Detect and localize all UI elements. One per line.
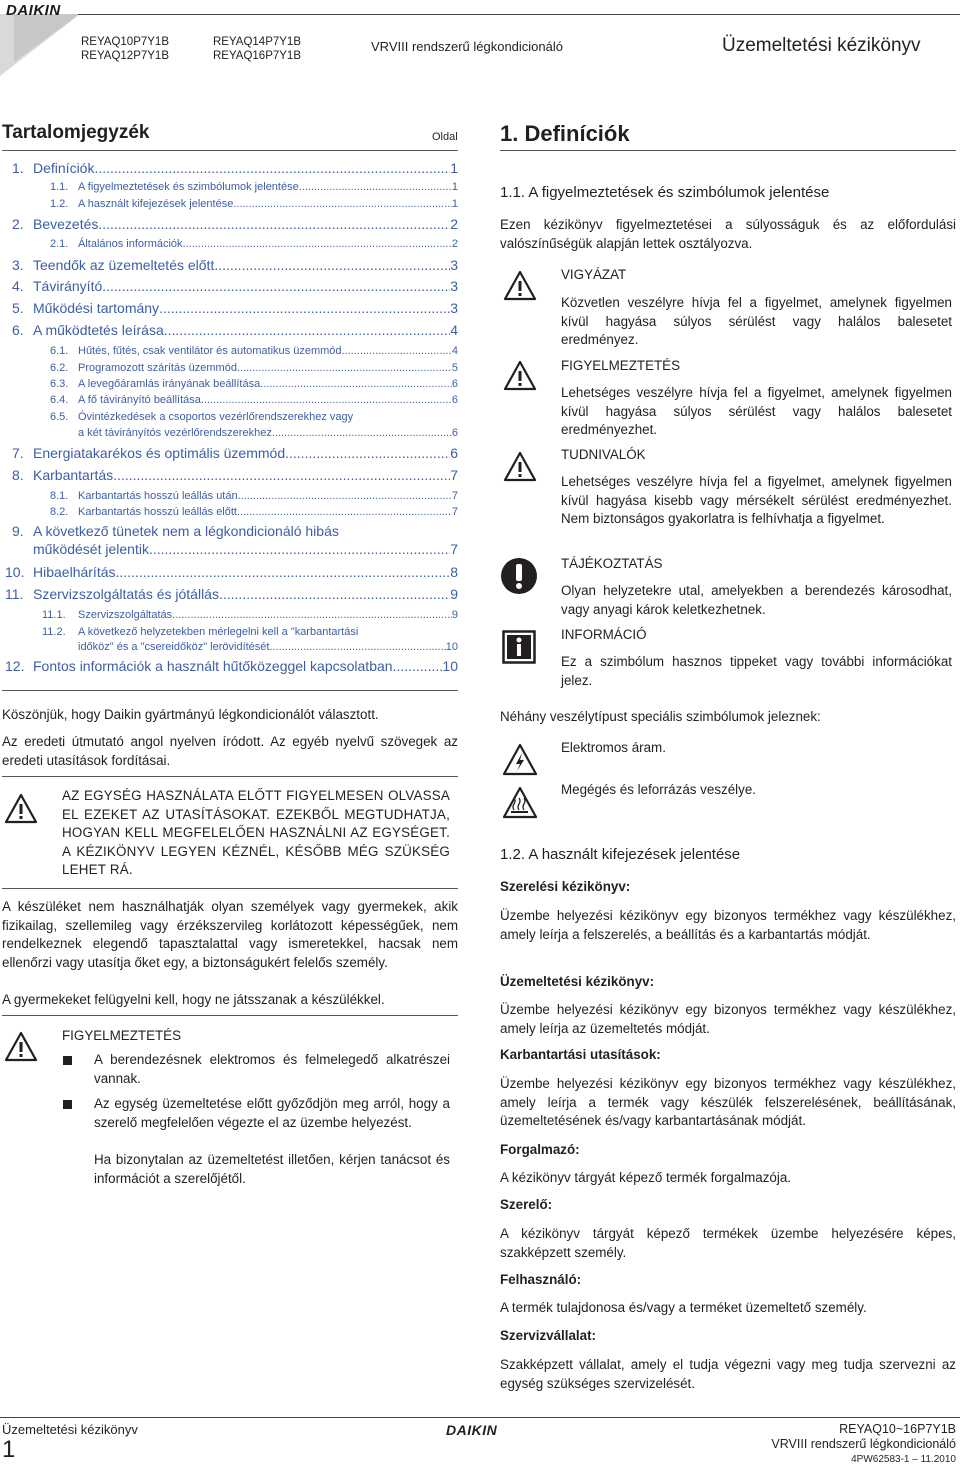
toc-bottom-rule xyxy=(2,690,458,691)
warning-title: FIGYELMEZTETÉS xyxy=(62,1028,182,1043)
symbol-title: TÁJÉKOZTATÁS xyxy=(561,556,663,571)
toc-num: 11.1. xyxy=(42,609,66,621)
toc-text: működését jelentik xyxy=(33,541,149,557)
toc-text: A használt kifejezések jelentése xyxy=(78,198,234,210)
section-heading: 1. Definíciók xyxy=(500,121,630,146)
toc-text: Szervizszolgáltatás és jótállás xyxy=(33,586,219,602)
toc-entry[interactable] xyxy=(50,506,458,518)
toc-text: Távirányító xyxy=(33,278,103,294)
term-definition: A termék tulajdonosa és/vagy a terméket üzemeltető személy. xyxy=(500,1300,867,1315)
footer-product: VRVIII rendszerű légkondicionáló xyxy=(771,1437,956,1451)
original-language-note: Az eredeti útmutató angol nyelven íródott. Az egyéb nyelvű szövegek az eredeti utasítások fordításai. xyxy=(2,734,458,768)
toc-entry[interactable] xyxy=(5,658,458,674)
symbol-title: TUDNIVALÓK xyxy=(561,447,646,462)
electric-hazard-text: Elektromos áram. xyxy=(561,740,666,755)
toc-text: A fő távirányító beállítása xyxy=(78,394,201,406)
toc-page: 4 xyxy=(451,345,458,357)
toc-num: 12. xyxy=(5,658,25,674)
toc-entry[interactable] xyxy=(12,322,458,338)
toc-text: A következő tünetek nem a légkondicionáló hibás xyxy=(33,523,339,539)
header-doc-type: Üzemeltetési kézikönyv xyxy=(722,35,921,56)
toc-num: 8. xyxy=(12,467,24,483)
toc-page: 8 xyxy=(450,564,458,580)
toc-num: 4. xyxy=(12,278,24,294)
toc-entry[interactable] xyxy=(12,523,339,539)
toc-text: Karbantartás xyxy=(33,467,114,483)
toc-text: időköz" és a "csereidőköz" lerövidítését xyxy=(78,641,270,653)
toc-page: 7 xyxy=(450,541,458,557)
toc-text: Programozott szárítás üzemmód xyxy=(78,362,237,374)
toc-text: Hűtés, fűtés, csak ventilátor és automatikus üzemmód xyxy=(78,345,342,357)
toc-num: 3. xyxy=(12,257,24,273)
toc-num: 1. xyxy=(12,160,24,176)
toc-page: 9 xyxy=(451,609,458,621)
footer-rule xyxy=(0,1417,960,1418)
toc-page: 3 xyxy=(450,300,458,316)
model-list-1 xyxy=(81,35,169,63)
toc-entry[interactable] xyxy=(50,362,458,374)
toc-num: 6.4. xyxy=(50,394,69,406)
toc-num: 7. xyxy=(12,445,24,461)
toc-page: 7 xyxy=(451,490,458,502)
symbol-text: Lehetséges veszélyre hívja fel a figyelmet, amelynek figyelmen kívül hagyása súlyos sérülést vagy halálos balesetet eredményezhet. xyxy=(561,385,952,438)
toc-page: 7 xyxy=(451,506,458,518)
thanks-text: Köszönjük, hogy Daikin gyártmányú légkondicionálót választott. xyxy=(2,707,379,722)
toc-text: A következő helyzetekben mérlegelni kell a "karbantartási xyxy=(78,626,359,638)
toc-page: 10 xyxy=(442,658,458,674)
model-code: REYAQ14P7Y1B xyxy=(213,36,302,48)
bullet-text: A berendezésnek elektromos és felmelegedő alkatrészei vannak. xyxy=(94,1052,450,1086)
term-definition: Üzembe helyezési kézikönyv egy bizonyos termékhez vagy készülékhez, amely leírja a termék vagy készülék felszerelésének, beállításának, üzemeltetésének és/vagy karbantartásának módját. xyxy=(500,1076,956,1129)
warning-triangle-icon xyxy=(4,1031,38,1063)
model-code: REYAQ16P7Y1B xyxy=(213,50,302,62)
symbol-title: INFORMÁCIÓ xyxy=(561,627,647,642)
toc-page: 2 xyxy=(450,216,458,232)
toc-num: 2. xyxy=(12,216,24,232)
toc-page: 6 xyxy=(451,394,458,406)
divider xyxy=(2,888,458,889)
toc-num: 1.1. xyxy=(50,181,69,193)
symbols-intro: Ezen kézikönyv figyelmeztetései a súlyosságuk és az előfordulási valószínűségük alapján lettek osztályozva. xyxy=(500,217,956,251)
toc-num: 8.1. xyxy=(50,490,69,502)
term-label: Szervizvállalat: xyxy=(500,1328,597,1343)
toc-entry[interactable] xyxy=(12,216,458,232)
toc-page: 6 xyxy=(451,378,458,390)
term-definition: A kézikönyv tárgyát képező termék forgalmazója. xyxy=(500,1170,792,1185)
toc-num: 10. xyxy=(5,564,25,580)
toc-entry-continued[interactable] xyxy=(33,541,458,557)
warning-triangle-icon xyxy=(503,270,537,302)
toc-entry[interactable] xyxy=(12,467,458,483)
toc-page: 9 xyxy=(450,586,458,602)
daikin-logo: DAIKIN xyxy=(6,2,61,19)
toc-page: 4 xyxy=(450,322,458,338)
toc-entry[interactable] xyxy=(12,278,458,294)
toc-text: Bevezetés xyxy=(33,216,99,232)
term-label: Felhasználó: xyxy=(500,1272,582,1287)
symbol-title: VIGYÁZAT xyxy=(561,267,627,282)
toc-text: A működtetés leírása xyxy=(33,322,164,338)
toc-entry[interactable] xyxy=(50,238,458,250)
toc-page: 1 xyxy=(451,181,458,193)
toc-num: 9. xyxy=(12,523,24,539)
page-number: 1 xyxy=(2,1436,16,1463)
children-paragraph: A készüléket nem használhatják olyan személyek vagy gyermekek, akik fizikailag, szellemileg vagy érzékszervileg korlátozott képességűek, nem rendelkeznek elegendő tapasztalattal vagy ismeretekkel, hacsak nem ellenőrzi vagy utasítja őket egy, a biztonságukért felelős személy. xyxy=(2,899,458,970)
toc-text: Szervizszolgáltatás xyxy=(78,609,173,621)
term-definition: Üzembe helyezési kézikönyv egy bizonyos termékhez vagy készülékhez, amely leírja az üzemeltetés módját. xyxy=(500,1002,956,1036)
toc-num: 2.1. xyxy=(50,238,69,250)
header-rule xyxy=(78,14,960,15)
toc-page: 7 xyxy=(450,467,458,483)
symbol-text: Lehetséges veszélyre hívja fel a figyelmet, amelynek figyelmen kívül hagyása kisebb vagy mérsékelt sérülést eredményezhet. Nem biztonságos gyakorlatra is felhívhatja a figyelmet. xyxy=(561,474,952,527)
footer-model: REYAQ10~16P7Y1B xyxy=(839,1422,956,1436)
warning-triangle-icon xyxy=(4,793,38,825)
toc-entry[interactable] xyxy=(50,490,458,502)
symbol-text: Ez a szimbólum hasznos tippeket vagy további információkat jelez. xyxy=(561,654,952,688)
footer-daikin-logo: DAIKIN xyxy=(446,1422,498,1438)
toc-page: 6 xyxy=(451,427,458,439)
bullet-text: Ha bizonytalan az üzemeltetést illetően, kérjen tanácsot és információt a szerelőjétől. xyxy=(94,1152,450,1186)
hot-surface-icon xyxy=(502,786,538,820)
toc-num: 11.2. xyxy=(42,626,66,638)
symbol-text: Olyan helyzetekre utal, amelyekben a berendezés károsodhat, vagy anyagi károk keletkezhetnek. xyxy=(561,583,952,617)
toc-num: 6.5. xyxy=(50,411,69,423)
toc-page: 1 xyxy=(451,198,458,210)
toc-entry[interactable] xyxy=(12,445,458,461)
footer-code: 4PW62583-1 – 11.2010 xyxy=(851,1454,956,1465)
symbol-text: Közvetlen veszélyre hívja fel a figyelmet, amelynek figyelmen kívül hagyása súlyos sérülést vagy halálos balesetet eredményez. xyxy=(561,295,952,348)
section-rule xyxy=(500,150,956,151)
toc-entry[interactable] xyxy=(50,378,458,390)
exclamation-circle-icon xyxy=(500,557,538,595)
toc-entry[interactable] xyxy=(5,586,458,602)
bullet-square xyxy=(63,1100,72,1109)
toc-page: 3 xyxy=(450,278,458,294)
warning-triangle-icon xyxy=(503,451,537,483)
toc-text: A levegőáramlás irányának beállítása xyxy=(78,378,261,390)
toc-page: 5 xyxy=(451,362,458,374)
children-supervision: A gyermekeket felügyelni kell, hogy ne játsszanak a készülékkel. xyxy=(2,992,385,1007)
toc-num: 5. xyxy=(12,300,24,316)
divider xyxy=(2,1015,458,1016)
term-label: Forgalmazó: xyxy=(500,1142,580,1157)
model-code: REYAQ12P7Y1B xyxy=(81,50,170,62)
toc-num: 6.3. xyxy=(50,378,69,390)
warning-triangle-icon xyxy=(503,360,537,392)
toc-text: a két távirányítós vezérlőrendszerekhez xyxy=(78,427,272,439)
term-label: Karbantartási utasítások: xyxy=(500,1047,661,1062)
toc-page: 2 xyxy=(451,238,458,250)
model-code: REYAQ10P7Y1B xyxy=(81,36,170,48)
toc-entry[interactable] xyxy=(50,181,458,193)
footer-model-info xyxy=(700,1422,956,1467)
term-definition: A kézikönyv tárgyát képező termékek üzembe helyezésére képes, szakképzett személy. xyxy=(500,1226,956,1260)
bullet-text: Az egység üzemeltetése előtt győződjön meg arról, hogy a szerelő megfelelően végezte el az üzembe helyezést. xyxy=(94,1096,450,1130)
electric-hazard-icon xyxy=(502,743,538,777)
toc-entry[interactable] xyxy=(12,257,458,273)
toc-entry[interactable] xyxy=(5,564,458,580)
header-product: VRVIII rendszerű légkondicionáló xyxy=(371,39,563,54)
toc-entry[interactable] xyxy=(12,160,458,176)
toc-rule xyxy=(2,150,458,151)
toc-entry[interactable] xyxy=(42,609,458,621)
toc-entry[interactable] xyxy=(12,300,458,316)
toc-page-column-label: Oldal xyxy=(432,131,458,143)
toc-page: 10 xyxy=(445,641,458,653)
info-icon xyxy=(502,630,536,664)
toc-text: Karbantartás hosszú leállás után xyxy=(78,490,238,502)
toc-num: 8.2. xyxy=(50,506,69,518)
toc-title: Tartalomjegyzék xyxy=(2,122,150,143)
toc-text: A figyelmeztetések és szimbólumok jelentése xyxy=(78,181,299,193)
term-label: Szerelési kézikönyv: xyxy=(500,879,631,894)
term-label: Üzemeltetési kézikönyv: xyxy=(500,974,655,989)
toc-text: Fontos információk a használt hűtőközeggel kapcsolatban xyxy=(33,658,393,674)
toc-page: 1 xyxy=(450,160,458,176)
toc-entry[interactable] xyxy=(42,626,358,638)
toc-text: Karbantartás hosszú leállás előtt xyxy=(78,506,237,518)
divider xyxy=(2,776,458,777)
toc-text: Teendők az üzemeltetés előtt xyxy=(33,257,215,273)
toc-num: 1.2. xyxy=(50,198,69,210)
toc-entry[interactable] xyxy=(50,394,458,406)
toc-entry[interactable] xyxy=(50,198,458,210)
toc-text: Definíciók xyxy=(33,160,95,176)
term-definition: Szakképzett vállalat, amely el tudja végezni vagy meg tudja szervezni az egység szükséges szervizelését. xyxy=(500,1357,956,1391)
danger-types-intro: Néhány veszélytípust speciális szimbólumok jeleznek: xyxy=(500,709,821,724)
subsection-heading: 1.2. A használt kifejezések jelentése xyxy=(500,846,741,863)
toc-entry[interactable] xyxy=(50,411,353,423)
toc-text: Óvintézkedések a csoportos vezérlőrendszerekhez vagy xyxy=(78,411,354,423)
toc-num: 6.2. xyxy=(50,362,69,374)
toc-entry-continued[interactable] xyxy=(78,641,458,653)
term-definition: Üzembe helyezési kézikönyv egy bizonyos termékhez vagy készülékhez, amely leírja a felszerelés, a beállítás és a karbantartás módját. xyxy=(500,908,956,942)
bullet-square xyxy=(63,1056,72,1065)
toc-num: 6.1. xyxy=(50,345,69,357)
term-label: Szerelő: xyxy=(500,1197,553,1212)
footer-doc-type: Üzemeltetési kézikönyv xyxy=(2,1422,138,1437)
toc-page: 3 xyxy=(450,257,458,273)
symbol-title: FIGYELMEZTETÉS xyxy=(561,358,681,373)
toc-text: Hibaelhárítás xyxy=(33,564,116,580)
caution-caps-text: AZ EGYSÉG HASZNÁLATA ELŐTT FIGYELMESEN OLVASSA EL EZEKET AZ UTASÍTÁSOKAT. EZEKBŐL MEGTUDHATJA, HOGYAN KELL MEGFELELŐEN HASZNÁLNI AZ EGYSÉGET. A KÉZIKÖNYV LEGYEN KÉZNÉL, KÉSŐBB MÉG SZÜKSÉG LEHET RÁ. xyxy=(62,788,450,878)
toc-entry-continued[interactable] xyxy=(78,427,458,439)
toc-num: 6. xyxy=(12,322,24,338)
toc-num: 11. xyxy=(5,586,24,602)
subsection-heading: 1.1. A figyelmeztetések és szimbólumok jelentése xyxy=(500,184,830,201)
toc-text: Általános információk xyxy=(78,238,183,250)
toc-entry[interactable] xyxy=(50,345,458,357)
burn-hazard-text: Megégés és leforrázás veszélye. xyxy=(561,782,757,797)
toc-page: 6 xyxy=(450,445,458,461)
model-list-2 xyxy=(213,35,301,63)
toc-text: Energiatakarékos és optimális üzemmód xyxy=(33,445,286,461)
toc-text: Működési tartomány xyxy=(33,300,160,316)
